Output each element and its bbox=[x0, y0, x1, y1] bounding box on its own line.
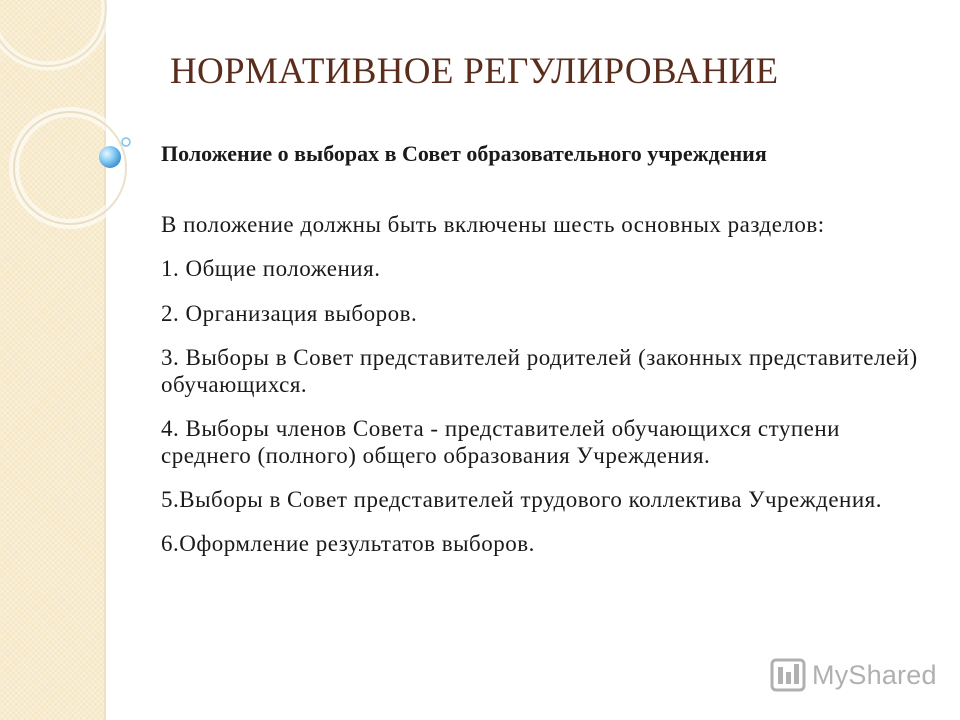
myshared-watermark bbox=[770, 655, 937, 695]
section-item: 1. Общие положения. bbox=[161, 256, 381, 282]
decorative-ring-large bbox=[14, 112, 126, 224]
decorative-circles bbox=[0, 0, 180, 260]
slide-title: НОРМАТИВНОЕ РЕГУЛИРОВАНИЕ bbox=[170, 51, 779, 92]
decorative-bubble-large bbox=[99, 146, 121, 168]
section-item: 5.Выборы в Совет представителей трудового коллектива Учреждения. bbox=[161, 486, 882, 512]
section-item: 2. Организация выборов. bbox=[161, 300, 418, 326]
section-item: 6.Оформление результатов выборов. bbox=[161, 531, 535, 557]
section-item: 4. Выборы членов Совета - представителей обучающихся ступени среднего (полного) общего образования Учреждения. bbox=[161, 416, 840, 468]
watermark-brand: MyShared bbox=[812, 659, 937, 690]
decorative-ring-top bbox=[0, 0, 106, 66]
sections-list bbox=[161, 256, 921, 558]
intro-text: В положение должны быть включены шесть основных разделов: bbox=[161, 211, 825, 237]
document-subtitle: Положение о выборах в Совет образовательного учреждения bbox=[161, 141, 767, 166]
slide-content bbox=[161, 138, 921, 576]
myshared-logo-icon bbox=[770, 658, 806, 692]
section-item: 3. Выборы в Совет представителей родителей (законных представителей) обучающихся. bbox=[161, 345, 918, 397]
decorative-bubble-small bbox=[122, 138, 130, 146]
